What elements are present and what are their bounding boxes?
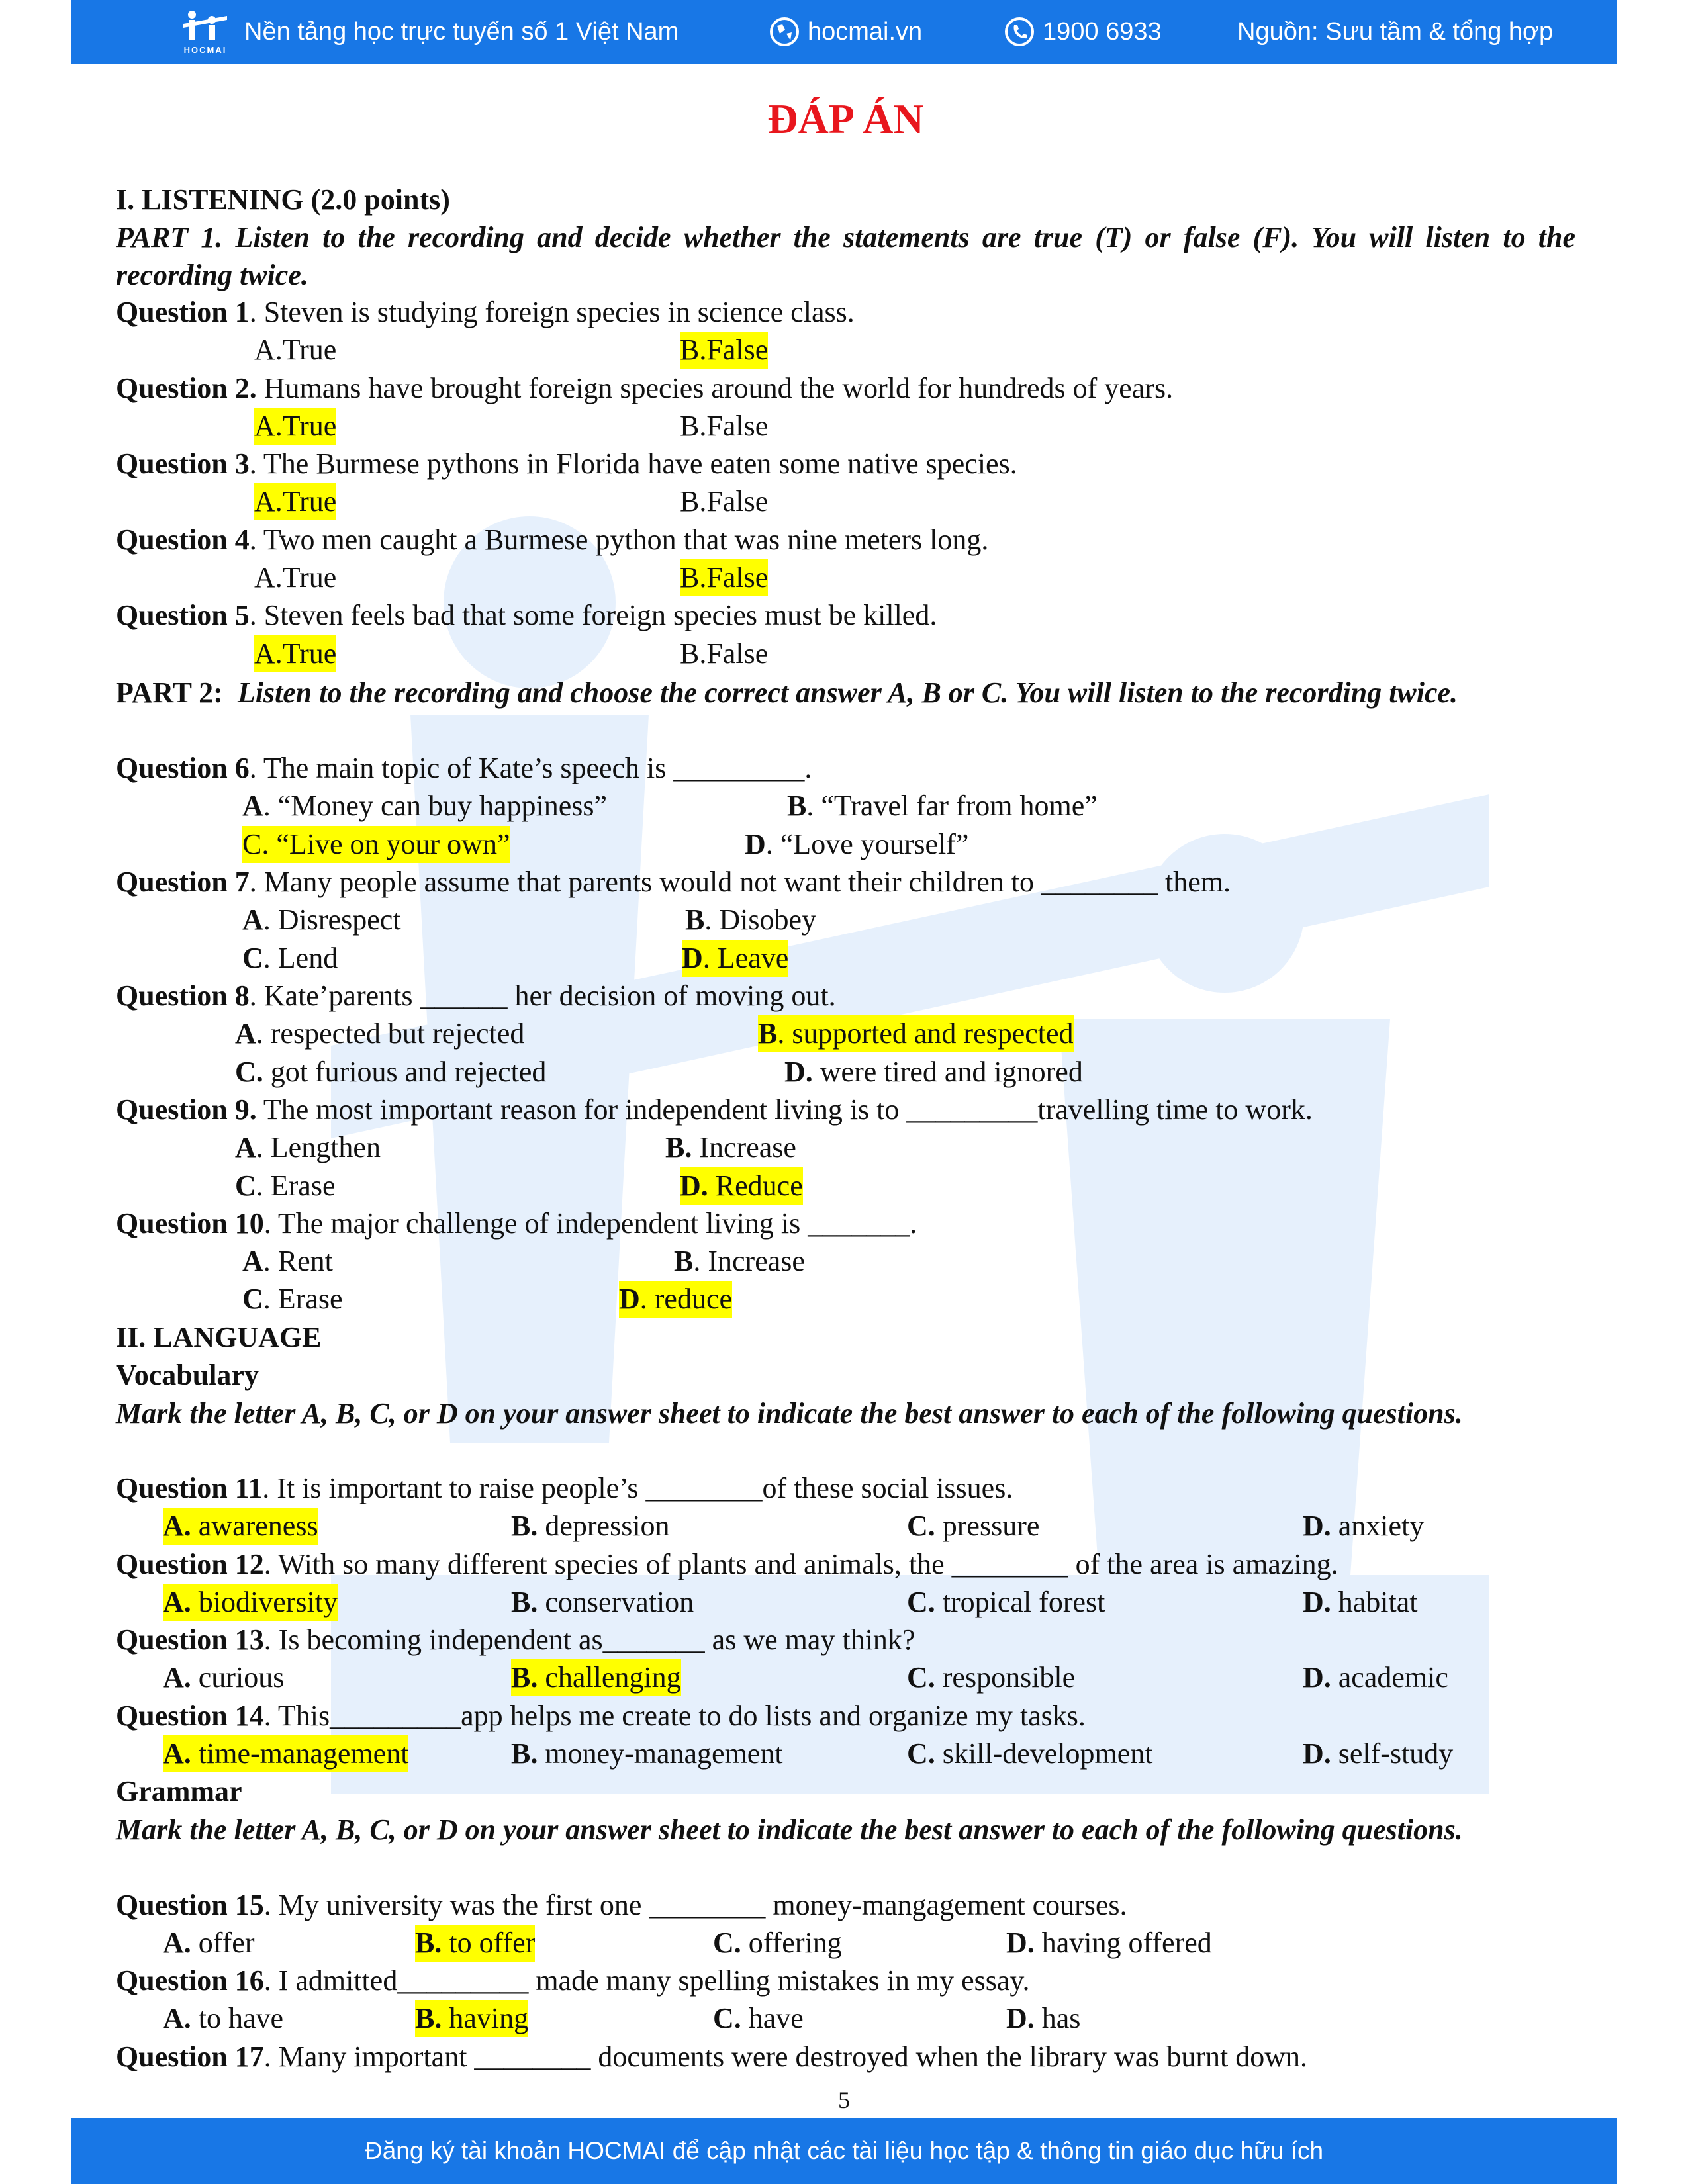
q8-option-d — [784, 1054, 1083, 1091]
question-9 — [116, 1091, 1313, 1128]
option-letter: C. — [713, 2002, 741, 2034]
q2-option-a-correct — [254, 408, 336, 445]
option-letter: A — [242, 790, 263, 822]
question-10 — [116, 1205, 917, 1242]
option-letter: D. — [1303, 1586, 1331, 1618]
option-text: offer — [191, 1927, 255, 1959]
question-label: Question 8 — [116, 979, 250, 1012]
hocmai-logo — [177, 6, 234, 58]
q16-option-b-correct — [415, 2000, 528, 2037]
option-letter: A. — [163, 1737, 191, 1770]
q6-option-c-correct — [242, 826, 510, 863]
q9-option-c — [235, 1167, 336, 1205]
grammar-heading: Grammar — [116, 1775, 242, 1807]
question-text: . Is becoming independent as_______ as we may think? — [263, 1623, 915, 1656]
option-letter: B — [758, 1017, 778, 1050]
question-6 — [116, 750, 812, 787]
grammar-instruction: Mark the letter A, B, C, or D on your answer sheet to indicate the best answer to each of the following questions. — [116, 1813, 1463, 1846]
q6-option-d — [745, 826, 968, 863]
q15-option-c — [713, 1925, 842, 1962]
language-heading: II. LANGUAGE — [116, 1321, 322, 1353]
option-letter: B — [680, 485, 700, 518]
option-letter: D. — [1303, 1737, 1331, 1770]
option-text: were tired and ignored — [812, 1056, 1083, 1088]
option-text: to have — [191, 2002, 284, 2034]
option-letter: D. — [784, 1056, 813, 1088]
question-label: Question 12 — [116, 1548, 264, 1580]
q15-option-a — [163, 1925, 254, 1962]
option-letter: C — [235, 1169, 256, 1202]
option-text: pressure — [935, 1510, 1040, 1542]
option-text: . Rent — [263, 1245, 333, 1277]
option-letter: C. — [907, 1661, 935, 1694]
option-text: Reduce — [708, 1169, 803, 1202]
question-3 — [116, 445, 1017, 482]
option-text: anxiety — [1331, 1510, 1425, 1542]
question-label: Question 17 — [116, 2040, 264, 2073]
q6-option-a — [242, 788, 607, 825]
q9-option-d-correct — [680, 1167, 803, 1205]
question-label: Question 13 — [116, 1623, 264, 1656]
question-label: Question 7 — [116, 866, 250, 898]
option-letter: A — [235, 1017, 256, 1050]
question-text: . The major challenge of independent living is _______. — [263, 1207, 917, 1240]
q11-option-b — [511, 1508, 670, 1545]
q11-option-c — [907, 1508, 1039, 1545]
question-text: . It is important to raise people’s ________of these social issues. — [262, 1472, 1013, 1504]
option-letter: A — [242, 903, 263, 936]
option-text: self-study — [1331, 1737, 1454, 1770]
q13-option-b-correct — [511, 1659, 681, 1696]
phone-icon — [1004, 17, 1035, 47]
bottom-banner[interactable] — [71, 2118, 1617, 2184]
option-text: . Increase — [693, 1245, 805, 1277]
option-letter: D. — [1006, 1927, 1035, 1959]
question-text: . With so many different species of plants and animals, the ________ of the area is amazing. — [263, 1548, 1338, 1580]
q2-option-b — [680, 408, 768, 445]
option-letter: B. — [511, 1737, 538, 1770]
vocabulary-heading: Vocabulary — [116, 1359, 259, 1391]
option-text: Increase — [692, 1131, 796, 1163]
question-text: . This_________app helps me create to do lists and organize my tasks. — [263, 1700, 1086, 1732]
q11-option-d — [1303, 1508, 1424, 1545]
q15-option-b-correct — [415, 1925, 535, 1962]
option-text: .True — [275, 485, 337, 518]
question-text: . Two men caught a Burmese python that was nine meters long. — [249, 523, 989, 556]
question-text: . Many important ________ documents were destroyed when the library was burnt down. — [263, 2040, 1308, 2073]
option-text: .False — [699, 334, 769, 366]
option-letter: C — [242, 942, 263, 974]
option-text: biodiversity — [191, 1586, 338, 1618]
option-letter: B — [680, 561, 700, 594]
logo-label: HOCMAI — [183, 44, 227, 55]
q13-option-c — [907, 1659, 1075, 1696]
vocab-instruction: Mark the letter A, B, C, or D on your answer sheet to indicate the best answer to each of the following questions. — [116, 1397, 1463, 1430]
brand-group — [177, 0, 679, 64]
page-number: 5 — [838, 2087, 850, 2113]
option-text: challenging — [538, 1661, 681, 1694]
page-title: ĐÁP ÁN — [767, 95, 924, 142]
q4-option-a — [254, 559, 336, 596]
q10-option-a — [242, 1243, 333, 1280]
q8-option-b-correct — [758, 1015, 1074, 1052]
source-group — [1237, 0, 1553, 64]
q10-option-c — [242, 1281, 343, 1318]
option-text: . supported and respected — [777, 1017, 1074, 1050]
footer-text[interactable]: Đăng ký tài khoản HOCMAI để cập nhật các tài liệu học tập & thông tin giáo dục hữu ích — [364, 2137, 1324, 2164]
option-text: .True — [275, 561, 337, 594]
option-text: .False — [699, 637, 769, 670]
question-5 — [116, 597, 937, 634]
q12-option-a-correct — [163, 1584, 338, 1621]
option-letter: B — [685, 903, 705, 936]
option-letter: A — [254, 485, 275, 518]
q8-option-a — [235, 1015, 524, 1052]
question-12 — [116, 1546, 1338, 1583]
question-label: Question 14 — [116, 1700, 264, 1732]
q5-option-b — [680, 635, 768, 672]
family-icon — [182, 9, 228, 44]
option-letter: C — [242, 828, 262, 860]
q9-option-b — [665, 1129, 796, 1166]
option-text: . respected but rejected — [256, 1017, 525, 1050]
option-text: habitat — [1331, 1586, 1418, 1618]
option-letter: D. — [1303, 1510, 1331, 1542]
q14-option-a-correct — [163, 1735, 408, 1772]
q7-option-c — [242, 940, 338, 977]
option-letter: B — [680, 334, 700, 366]
option-letter: B — [680, 637, 700, 670]
option-letter: A. — [163, 1586, 191, 1618]
q16-option-d — [1006, 2000, 1080, 2037]
option-letter: D. — [680, 1169, 708, 1202]
option-letter: A — [254, 561, 275, 594]
question-label: Question 2. — [116, 372, 257, 404]
q7-option-d-correct — [682, 940, 788, 977]
question-text: . Many people assume that parents would not want their children to ________ them. — [249, 866, 1231, 898]
option-letter: B — [787, 790, 807, 822]
q13-option-d — [1303, 1659, 1448, 1696]
option-letter: A — [242, 1245, 263, 1277]
q7-option-b — [685, 901, 816, 938]
option-text: to offer — [442, 1927, 536, 1959]
option-letter: A — [254, 637, 275, 670]
option-letter: A. — [163, 1510, 191, 1542]
option-letter: A. — [254, 334, 283, 366]
question-11 — [116, 1470, 1013, 1507]
website-group[interactable] — [769, 0, 922, 64]
option-letter: B. — [511, 1510, 538, 1542]
option-text: conservation — [538, 1586, 694, 1618]
option-text: . Erase — [256, 1169, 336, 1202]
option-letter: A. — [254, 410, 283, 442]
option-letter: B — [674, 1245, 694, 1277]
option-letter: A. — [163, 2002, 191, 2034]
question-text: Humans have brought foreign species around the world for hundreds of years. — [256, 372, 1174, 404]
question-text: . The Burmese pythons in Florida have eaten some native species. — [249, 447, 1017, 480]
q14-option-b — [511, 1735, 783, 1772]
option-text: have — [741, 2002, 804, 2034]
question-label: Question 16 — [116, 1964, 264, 1997]
part1-instruction: PART 1. Listen to the recording and decide whether the statements are true (T) or false (F). You will listen to the recording twice. — [116, 221, 1575, 291]
option-text: tropical forest — [935, 1586, 1105, 1618]
q1-option-a — [254, 332, 336, 369]
option-letter: B — [680, 410, 700, 442]
question-16 — [116, 1962, 1030, 1999]
option-letter: A — [235, 1131, 256, 1163]
part2-label: PART 2: — [116, 676, 223, 709]
option-letter: A. — [163, 1661, 191, 1694]
option-text: . Leave — [702, 942, 789, 974]
q14-option-d — [1303, 1735, 1453, 1772]
option-text: .False — [699, 561, 769, 594]
option-letter: C. — [907, 1586, 935, 1618]
option-text: offering — [741, 1927, 842, 1959]
question-1 — [116, 294, 855, 331]
source-note: Nguồn: Sưu tầm & tổng hợp — [1237, 17, 1554, 46]
q13-option-a — [163, 1659, 284, 1696]
option-text: awareness — [191, 1510, 318, 1542]
q10-option-b — [674, 1243, 805, 1280]
q16-option-c — [713, 2000, 804, 2037]
option-text: academic — [1331, 1661, 1448, 1694]
q12-option-c — [907, 1584, 1105, 1621]
option-letter: C — [242, 1283, 263, 1315]
q10-option-d-correct — [619, 1281, 732, 1318]
option-text: curious — [191, 1661, 285, 1694]
question-13 — [116, 1621, 915, 1659]
option-text: . Lengthen — [256, 1131, 381, 1163]
question-4 — [116, 522, 988, 559]
option-letter: D — [745, 828, 766, 860]
question-label: Question 3 — [116, 447, 250, 480]
phone-number[interactable]: 1900 6933 — [1043, 17, 1162, 46]
question-label: Question 5 — [116, 599, 250, 631]
option-letter: C. — [907, 1510, 935, 1542]
option-text: has — [1034, 2002, 1081, 2034]
question-text: . Steven is studying foreign species in science class. — [249, 296, 855, 328]
option-text: money-management — [538, 1737, 783, 1770]
q6-option-b — [787, 788, 1098, 825]
q12-option-d — [1303, 1584, 1418, 1621]
phone-group[interactable] — [1004, 0, 1162, 64]
part2-instruction — [116, 674, 1575, 711]
q5-option-a-correct — [254, 635, 336, 672]
option-text: got furious and rejected — [263, 1056, 547, 1088]
option-text: . Disrespect — [263, 903, 401, 936]
q9-option-a — [235, 1129, 381, 1166]
option-letter: B. — [665, 1131, 692, 1163]
question-label: Question 11 — [116, 1472, 263, 1504]
option-text: .False — [699, 485, 769, 518]
q1-option-b-correct — [680, 332, 768, 369]
option-text: .True — [275, 637, 337, 670]
question-text: . I admitted_________ made many spelling mistakes in my essay. — [263, 1964, 1030, 1997]
option-text: responsible — [935, 1661, 1076, 1694]
option-letter: B. — [511, 1586, 538, 1618]
option-letter: D. — [1303, 1661, 1331, 1694]
globe-icon — [769, 17, 800, 47]
part2-text: Listen to the recording and choose the correct answer A, B or C. You will listen to the recording twice. — [237, 676, 1458, 709]
question-label: Question 10 — [116, 1207, 264, 1240]
option-text: skill-development — [935, 1737, 1153, 1770]
option-text: depression — [538, 1510, 670, 1542]
option-text: . “Travel far from home” — [806, 790, 1098, 822]
option-letter: C. — [235, 1056, 263, 1088]
question-label: Question 15 — [116, 1889, 264, 1921]
question-label: Question 1 — [116, 296, 250, 328]
question-label: Question 6 — [116, 752, 250, 784]
option-letter: A. — [163, 1927, 191, 1959]
q8-option-c — [235, 1054, 546, 1091]
q7-option-a — [242, 901, 401, 938]
tagline: Nền tảng học trực tuyến số 1 Việt Nam — [244, 17, 679, 46]
option-text: time-management — [191, 1737, 409, 1770]
option-letter: B. — [415, 1927, 442, 1959]
option-letter: D — [619, 1283, 640, 1315]
website-link[interactable]: hocmai.vn — [808, 17, 923, 46]
q16-option-a — [163, 2000, 283, 2037]
option-letter: D. — [1006, 2002, 1035, 2034]
option-text: True — [282, 410, 337, 442]
option-text: . Lend — [263, 942, 338, 974]
question-label: Question 9. — [116, 1093, 257, 1126]
option-letter: B. — [415, 2002, 442, 2034]
question-2 — [116, 370, 1173, 407]
q3-option-a-correct — [254, 483, 336, 520]
question-15 — [116, 1887, 1127, 1924]
q11-option-a-correct — [163, 1508, 318, 1545]
option-text: having offered — [1034, 1927, 1212, 1959]
q4-option-b-correct — [680, 559, 768, 596]
option-text: .False — [699, 410, 769, 442]
question-text: The most important reason for independent living is to _________travelling time to work. — [256, 1093, 1313, 1126]
option-text: having — [442, 2002, 529, 2034]
option-letter: D — [682, 942, 703, 974]
q12-option-b — [511, 1584, 694, 1621]
question-text: . Steven feels bad that some foreign species must be killed. — [249, 599, 937, 631]
q14-option-c — [907, 1735, 1153, 1772]
option-text: . Erase — [263, 1283, 343, 1315]
question-text: . The main topic of Kate’s speech is _________. — [249, 752, 812, 784]
option-letter: C. — [907, 1737, 935, 1770]
question-7 — [116, 864, 1231, 901]
listening-heading: I. LISTENING (2.0 points) — [116, 183, 450, 216]
option-letter: B. — [511, 1661, 538, 1694]
question-17 — [116, 2038, 1307, 2075]
option-text: . “Money can buy happiness” — [263, 790, 608, 822]
q15-option-d — [1006, 1925, 1212, 1962]
question-8 — [116, 978, 836, 1015]
option-text: True — [282, 334, 337, 366]
option-text: . “Live on your own” — [261, 828, 510, 860]
option-text: . “Love yourself” — [765, 828, 969, 860]
question-label: Question 4 — [116, 523, 250, 556]
option-letter: C. — [713, 1927, 741, 1959]
q3-option-b — [680, 483, 768, 520]
question-14 — [116, 1698, 1086, 1735]
top-banner — [71, 0, 1617, 64]
question-text: . Kate’parents ______ her decision of moving out. — [249, 979, 836, 1012]
question-text: . My university was the first one ________ money-mangagement courses. — [263, 1889, 1127, 1921]
option-text: . Disobey — [704, 903, 817, 936]
option-text: . reduce — [639, 1283, 733, 1315]
